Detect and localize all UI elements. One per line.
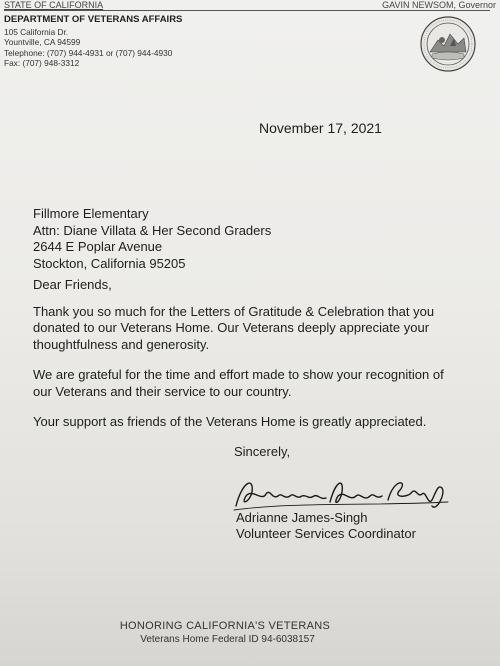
greeting: Dear Friends,	[33, 277, 112, 292]
letter-footer	[0, 620, 500, 646]
letterhead-top-line	[4, 0, 496, 10]
recipient-line: 2644 E Poplar Avenue	[33, 239, 163, 254]
recipient-line: Attn: Diane Villata & Her Second Graders	[33, 222, 272, 238]
letterhead-rule	[4, 10, 490, 11]
address-line: Fax: (707) 948-3312	[4, 58, 80, 69]
signer-name: Adrianne James-Singh	[236, 510, 368, 525]
body-paragraph: We are grateful for the time and effort made to show your recognition of our Veterans and their service to our country.	[33, 367, 444, 399]
recipient-address	[33, 206, 271, 272]
footer-motto: HONORING CALIFORNIA'S VETERANS	[119, 620, 331, 632]
footer-federal-id: Veterans Home Federal ID 94-6038157	[140, 634, 315, 645]
closing: Sincerely,	[234, 444, 291, 459]
department-address	[4, 27, 172, 69]
state-label: STATE OF CALIFORNIA	[4, 0, 104, 10]
signer-title: Volunteer Services Coordinator	[236, 526, 416, 541]
department-name: DEPARTMENT OF VETERANS AFFAIRS	[4, 14, 183, 25]
handwritten-signature	[232, 472, 452, 514]
letter-body	[33, 277, 463, 445]
governor-label: GAVIN NEWSOM, Governor	[382, 0, 496, 10]
body-paragraph: Your support as friends of the Veterans Home is greatly appreciated.	[33, 414, 427, 429]
body-paragraph: Thank you so much for the Letters of Gratitude & Celebration that you donated to our Veterans Home. Our Veterans deeply appreciate your thoughtfulness and generosity.	[33, 303, 435, 352]
address-line: Yountville, CA 94599	[4, 37, 81, 48]
letter-date: November 17, 2021	[259, 120, 382, 136]
recipient-line: Fillmore Elementary	[33, 206, 149, 221]
signer-block	[236, 510, 416, 542]
address-line: Telephone: (707) 944-4931 or (707) 944-4930	[4, 47, 173, 58]
address-line: 105 California Dr.	[4, 27, 69, 37]
recipient-line: Stockton, California 95205	[33, 255, 186, 271]
state-seal-icon	[420, 16, 476, 72]
